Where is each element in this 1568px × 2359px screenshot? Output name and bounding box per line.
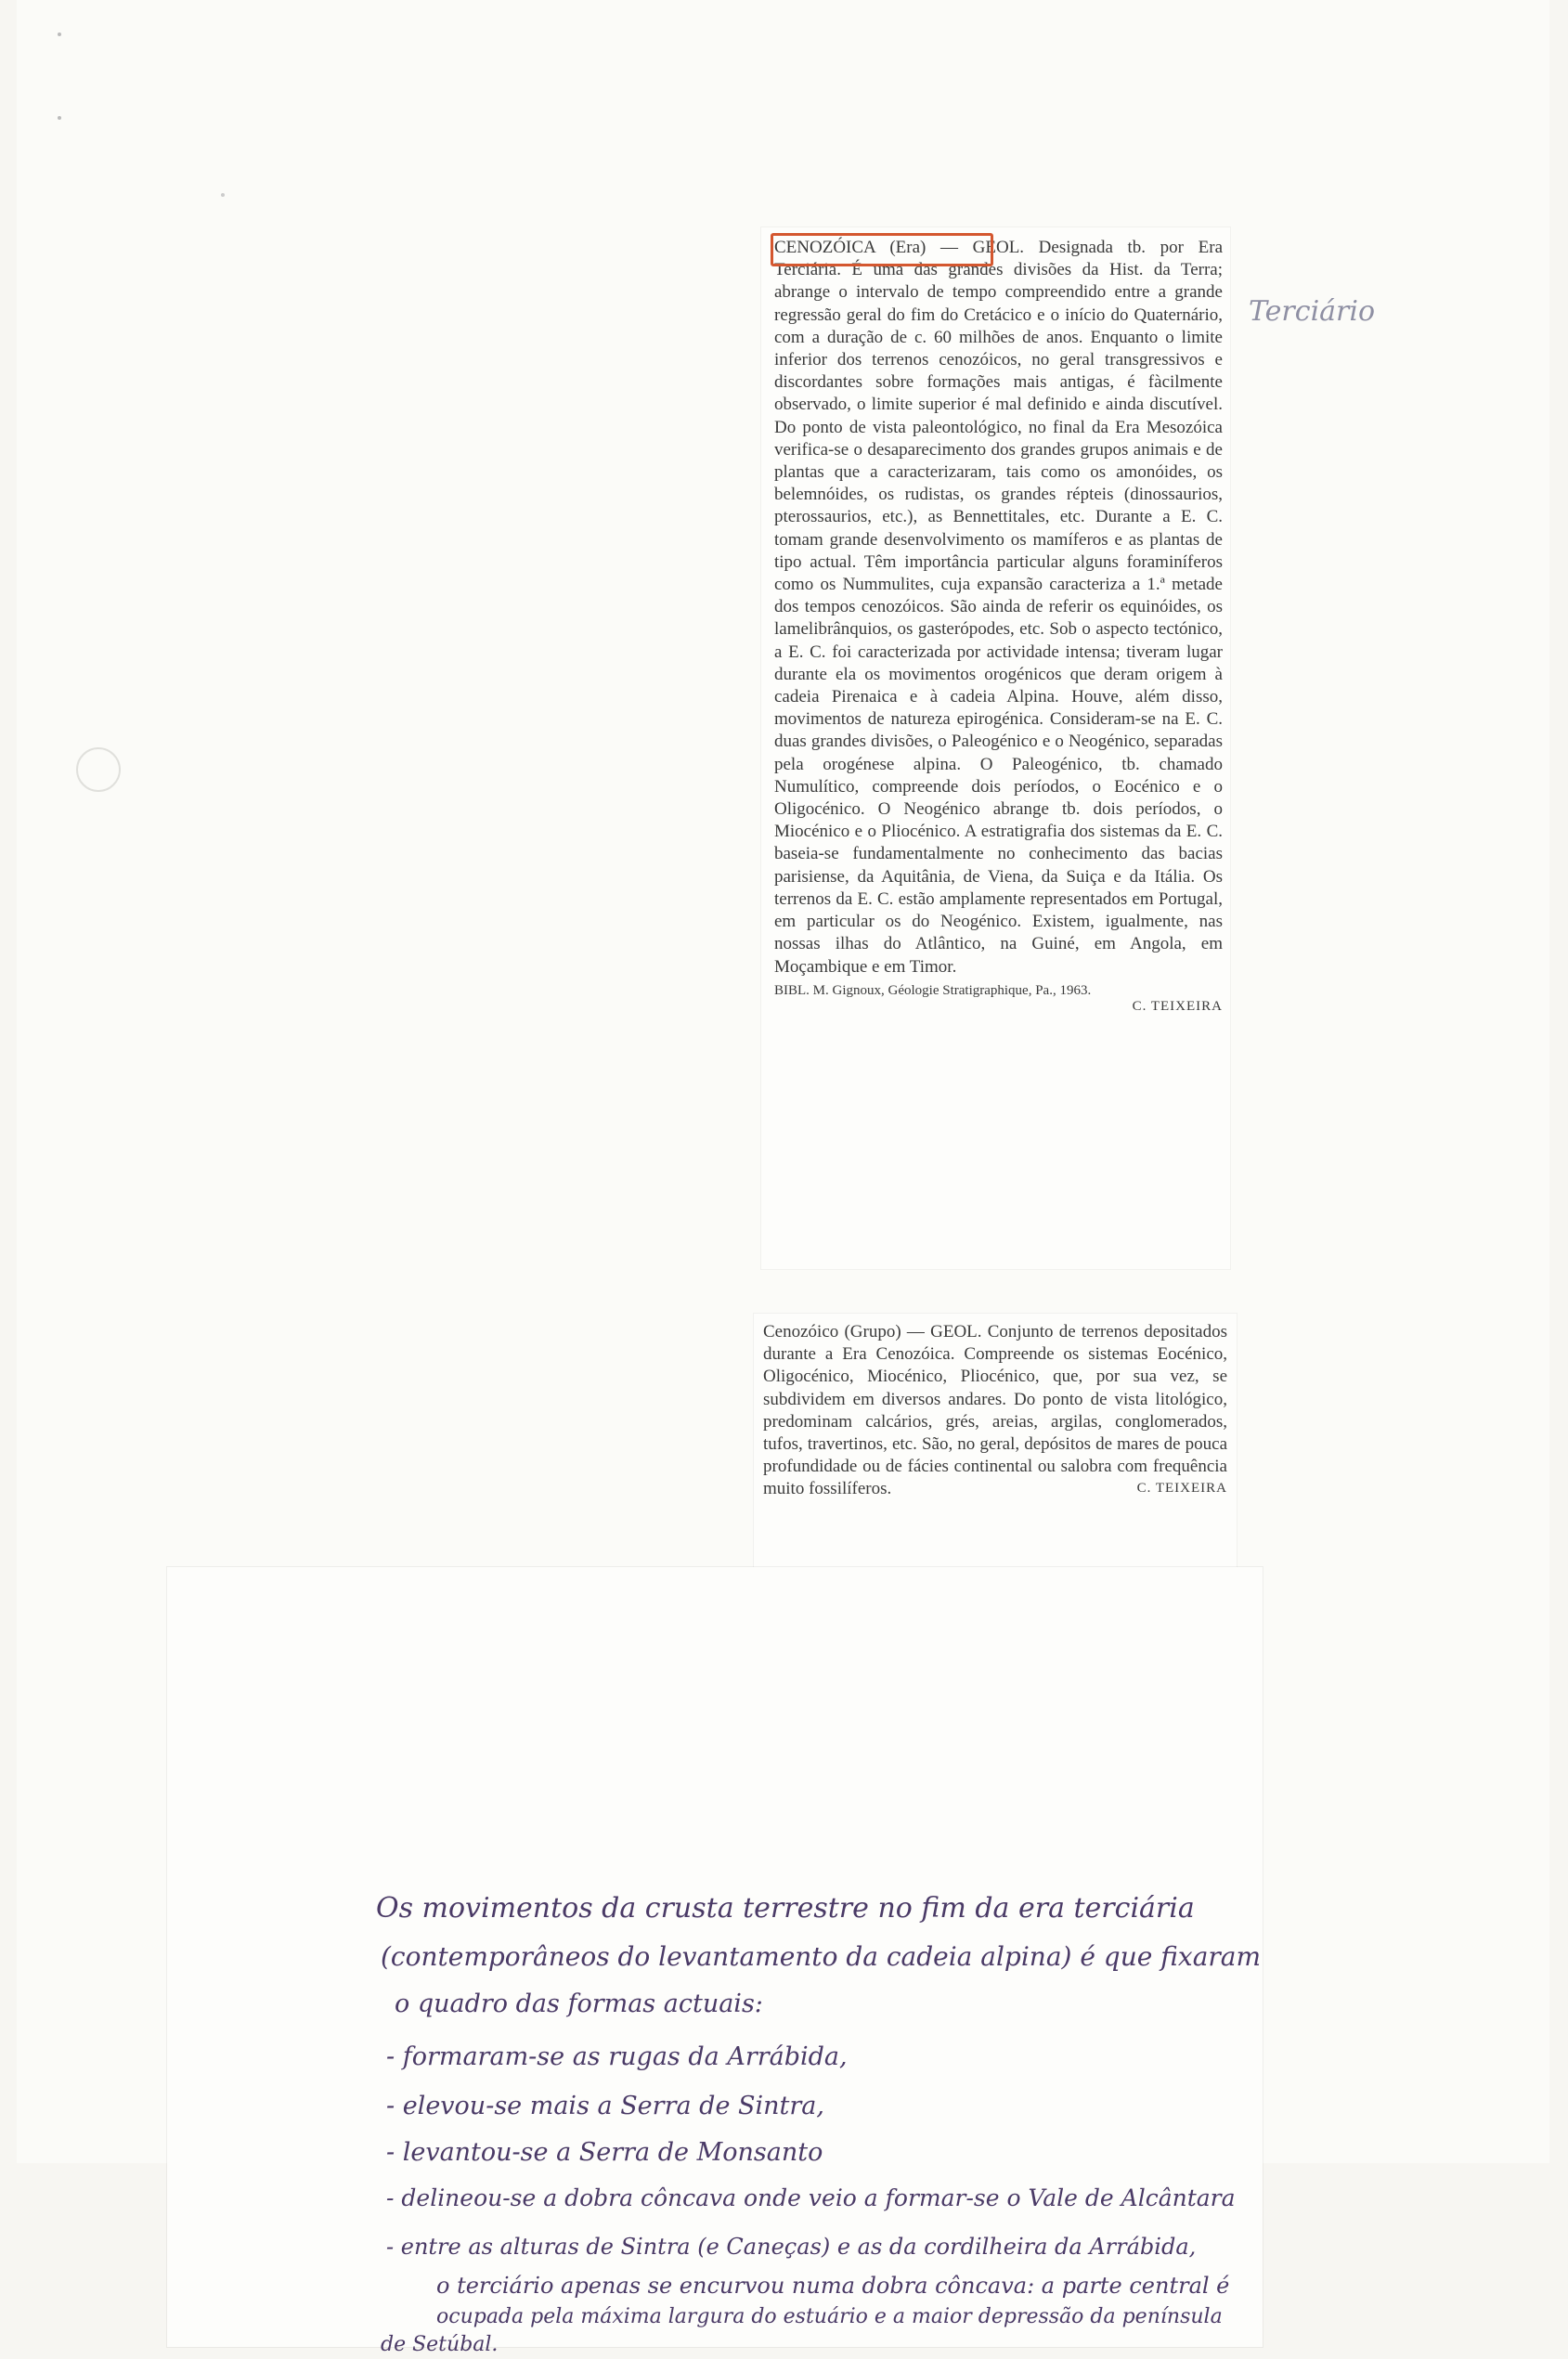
note-line: - levantou-se a Serra de Monsanto <box>386 2138 823 2167</box>
scan-speck <box>58 116 61 120</box>
clipping-cenozoico-grupo <box>754 1314 1237 1572</box>
punch-hole <box>76 747 121 792</box>
note-line: o terciário apenas se encurvou numa dobra côncava: a parte central é <box>436 2273 1230 2299</box>
note-line: ocupada pela máxima largura do estuário e a maior depressão da península <box>436 2305 1223 2328</box>
note-line: Os movimentos da crusta terrestre no fim da era terciária <box>376 1892 1195 1925</box>
margin-note: Terciário <box>1249 295 1376 328</box>
clipping-text: CENOZÓICA (Era) — GEOL. Designada tb. por Era Terciária. É uma das grandes divisões da Hist. da Terra; abrange o intervalo de tempo compreendido entre a grande regressão geral do fim do Cretácico e o início do Quaternário, com a duração de c. 60 milhões de anos. Enquanto o limite inferior dos terrenos cenozóicos, no geral transgressivos e discordantes sobre formações mais antigas, é fàcilmente observado, o limite superior é mal definido e ainda discutível. Do ponto de vista paleontológico, no final da Era Mesozóica verifica-se o desaparecimento dos grandes grupos animais e de plantas que a caracterizaram, tais como os amonóides, os belemnóides, os rudistas, os grandes répteis (dinossaurios, pterossaurios, etc.), as Bennettitales, etc. Durante a E. C. tomam grande desenvolvimento os mamíferos e as plantas de tipo actual. Têm importância particular alguns foraminíferos como os Nummulites, cuja expansão caracteriza a 1.ª metade dos tempos cenozóicos. São ainda de referir os equinóides, os lamelibrânquios, os gasterópodes, etc. Sob o aspecto tectónico, a E. C. foi caracterizada por actividade intensa; tiveram lugar durante ela os movimentos orogénicos que deram origem à cadeia Pirenaica e à cadeia Alpina. Houve, além disso, movimentos de natureza epirogénica. Consideram-se na E. C. duas grandes divisões, o Paleogénico e o Neogénico, separadas pela orogénese alpina. O Paleogénico, tb. chamado Numulítico, compreende dois períodos, o Eocénico e o Oligocénico. O Neogénico abrange tb. dois períodos, o Miocénico e o Pliocénico. A estratigrafia dos sistemas da E. C. baseia-se fundamentalmente no conhecimento das bacias parisiense, da Aquitânia, de Viena, da Suiça e da Itália. Os terrenos da E. C. estão amplamente representados em Portugal, em particular os do Neogénico. Existem, igualmente, nas nossas ilhas do Atlântico, na Guiné, em Angola, em Moçambique e em Timor. <box>774 238 1223 977</box>
scan-speck <box>221 193 225 197</box>
highlight-box <box>771 233 993 266</box>
note-line: de Setúbal. <box>381 2333 499 2356</box>
clipping-cenozoica-era <box>761 227 1230 1269</box>
note-line: o quadro das formas actuais: <box>395 1990 763 2018</box>
note-line: - elevou-se mais a Serra de Sintra, <box>386 2092 824 2120</box>
note-line: - entre as alturas de Sintra (e Caneças) e as da cordilheira da Arrábida, <box>386 2234 1197 2260</box>
note-line: - formaram-se as rugas da Arrábida, <box>386 2042 848 2071</box>
author-signature: C. TEIXEIRA <box>1136 1480 1227 1496</box>
note-line: - delineou-se a dobra côncava onde veio a formar-se o Vale de Alcântara <box>386 2184 1236 2211</box>
note-line: (contemporâneos do levantamento da cadeia alpina) é que fixaram <box>381 1941 1262 1972</box>
handwritten-note-card <box>167 1567 1263 2356</box>
bibliography: BIBL. M. Gignoux, Géologie Stratigraphique, Pa., 1963. <box>774 982 1092 998</box>
clipping-text: Cenozóico (Grupo) — GEOL. Conjunto de terrenos depositados durante a Era Cenozóica. Compreende os sistemas Eocénico, Oligocénico, Miocénico, Pliocénico, que, por sua vez, se subdividem em diversos andares. Do ponto de vista litológico, predominam calcários, grés, areias, argilas, conglomerados, tufos, travertinos, etc. São, no geral, depósitos de mares de pouca profundidade ou de fácies continental ou salobra com frequência muito fossilíferos. <box>763 1322 1227 1499</box>
scan-speck <box>58 32 61 36</box>
author-signature: C. TEIXEIRA <box>1132 998 1223 1014</box>
